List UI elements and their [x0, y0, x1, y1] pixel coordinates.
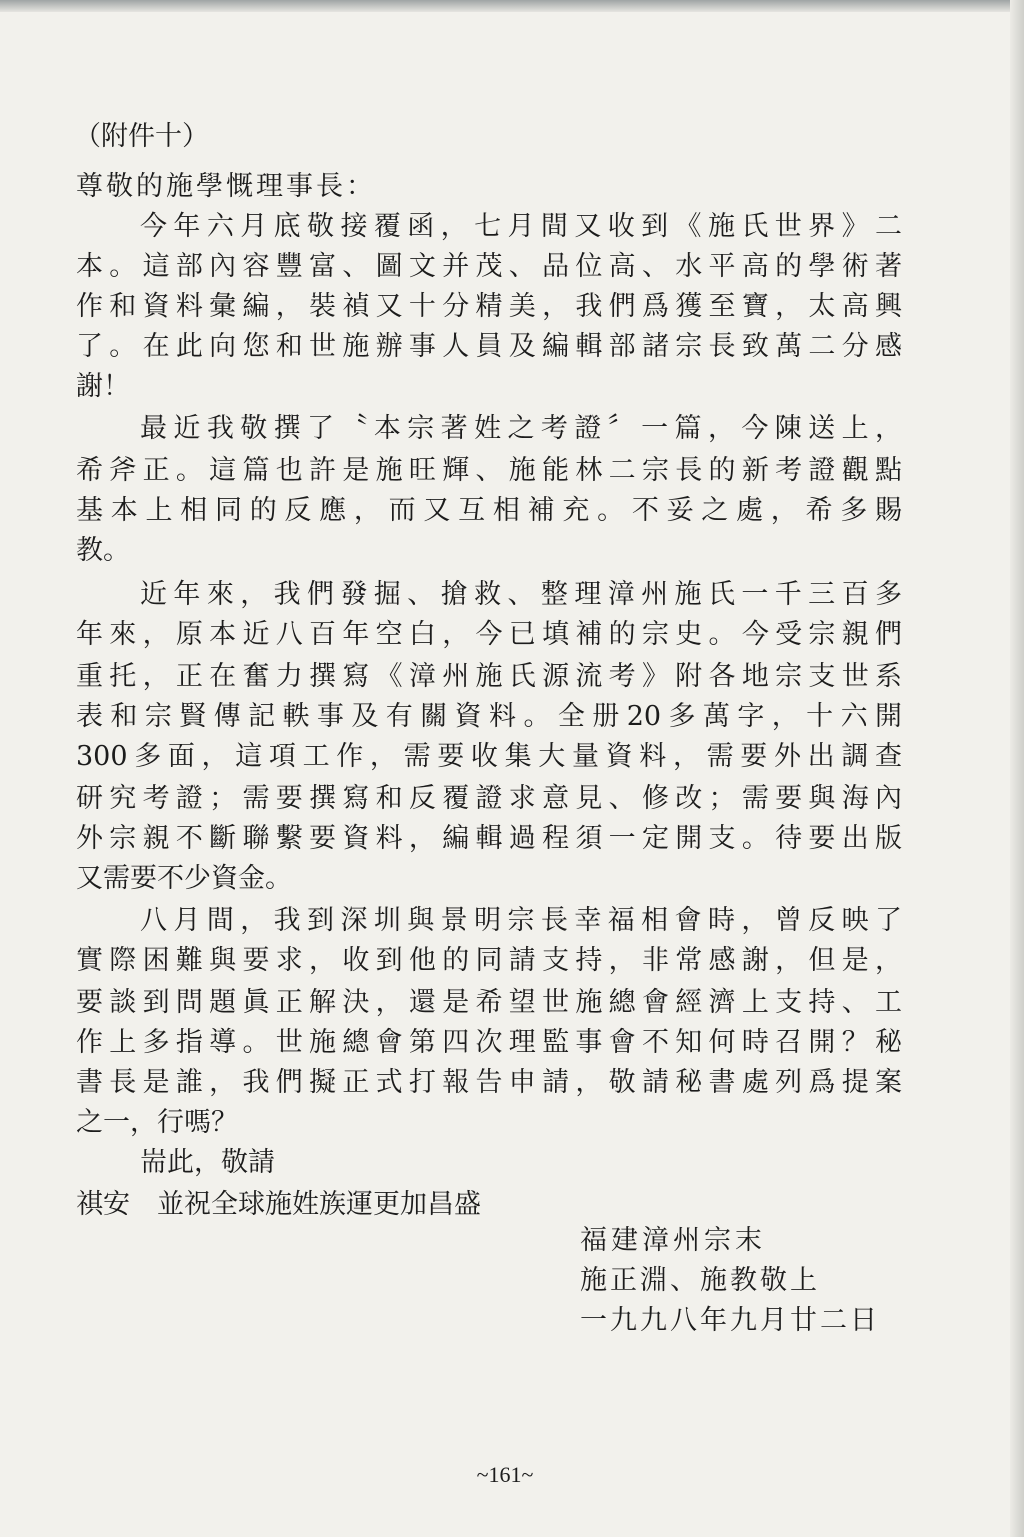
paragraph-1-line: 了。在此向您和世施辦事人員及編輯部諸宗長致萬二分感 [76, 331, 902, 362]
paragraph-2-line: 最近我敬撰了〝本宗著姓之考證〞一篇，今陳送上， [140, 413, 902, 444]
paragraph-2-line: 希斧正。這篇也許是施旺輝、施能林二宗長的新考證觀點 [76, 455, 902, 486]
paragraph-3-line: 又需要不少資金。 [76, 863, 292, 894]
signature-date: 一九九八年九月廿二日 [580, 1305, 880, 1336]
paragraph-4-line: 之一，行嗎？ [76, 1107, 238, 1138]
paragraph-3-line: 年來，原本近八百年空白，今已填補的宗史。今受宗親們 [76, 619, 902, 650]
paragraph-3-line: 表和宗賢傳記軼事及有關資料。全册20多萬字，十六開 [76, 701, 902, 732]
paragraph-3-line: 近年來，我們發掘、搶救、整理漳州施氏一千三百多 [140, 579, 902, 610]
page-number: ~161~ [476, 1462, 534, 1487]
paragraph-3-line: 300多面，這項工作，需要收集大量資料，需要外出調查 [76, 741, 902, 772]
paragraph-1-line: 本。這部內容豐富、圖文并茂、品位高、水平高的學術著 [76, 251, 902, 282]
salutation: 尊敬的施學慨理事長： [76, 171, 376, 202]
paragraph-3-line: 研究考證；需要撰寫和反覆證求意見、修改；需要與海內 [76, 783, 902, 814]
paragraph-2-line: 教。 [76, 535, 130, 566]
wishes-line: 祺安 並祝全球施姓族運更加昌盛 [76, 1189, 481, 1220]
page-edge-right [1010, 0, 1024, 1537]
closing-line: 耑此，敬請 [140, 1147, 275, 1178]
paragraph-4-line: 書長是誰，我們擬正式打報告申請，敬請秘書處列爲提案 [76, 1067, 902, 1098]
paragraph-4-line: 作上多指導。世施總會第四次理監事會不知何時召開？秘 [76, 1027, 902, 1058]
paragraph-1-line: 今年六月底敬接覆函，七月間又收到《施氏世界》二 [140, 211, 902, 242]
paragraph-1-line: 作和資料彙編，裝禎又十分精美，我們爲獲至寶，太高興 [76, 291, 902, 322]
paragraph-1-line: 謝！ [76, 371, 130, 402]
paragraph-4-line: 實際困難與要求，收到他的同請支持，非常感謝，但是， [76, 945, 902, 976]
paragraph-4-line: 要談到問題眞正解決，還是希望世施總會經濟上支持、工 [76, 987, 902, 1018]
page-edge-top [0, 0, 1024, 12]
attachment-label: （附件十） [74, 121, 209, 152]
paragraph-2-line: 基本上相同的反應，而又互相補充。不妥之處，希多賜 [76, 495, 902, 526]
paragraph-3-line: 外宗親不斷聯繫要資料，編輯過程須一定開支。待要出版 [76, 823, 902, 854]
signature-names: 施正淵、施教敬上 [580, 1265, 820, 1296]
paragraph-3-line: 重托，正在奮力撰寫《漳州施氏源流考》附各地宗支世系 [76, 661, 902, 692]
signature-origin: 福建漳州宗末 [580, 1225, 766, 1256]
document-page [0, 12, 1010, 1537]
paragraph-4-line: 八月間，我到深圳與景明宗長幸福相會時，曾反映了 [140, 905, 902, 936]
